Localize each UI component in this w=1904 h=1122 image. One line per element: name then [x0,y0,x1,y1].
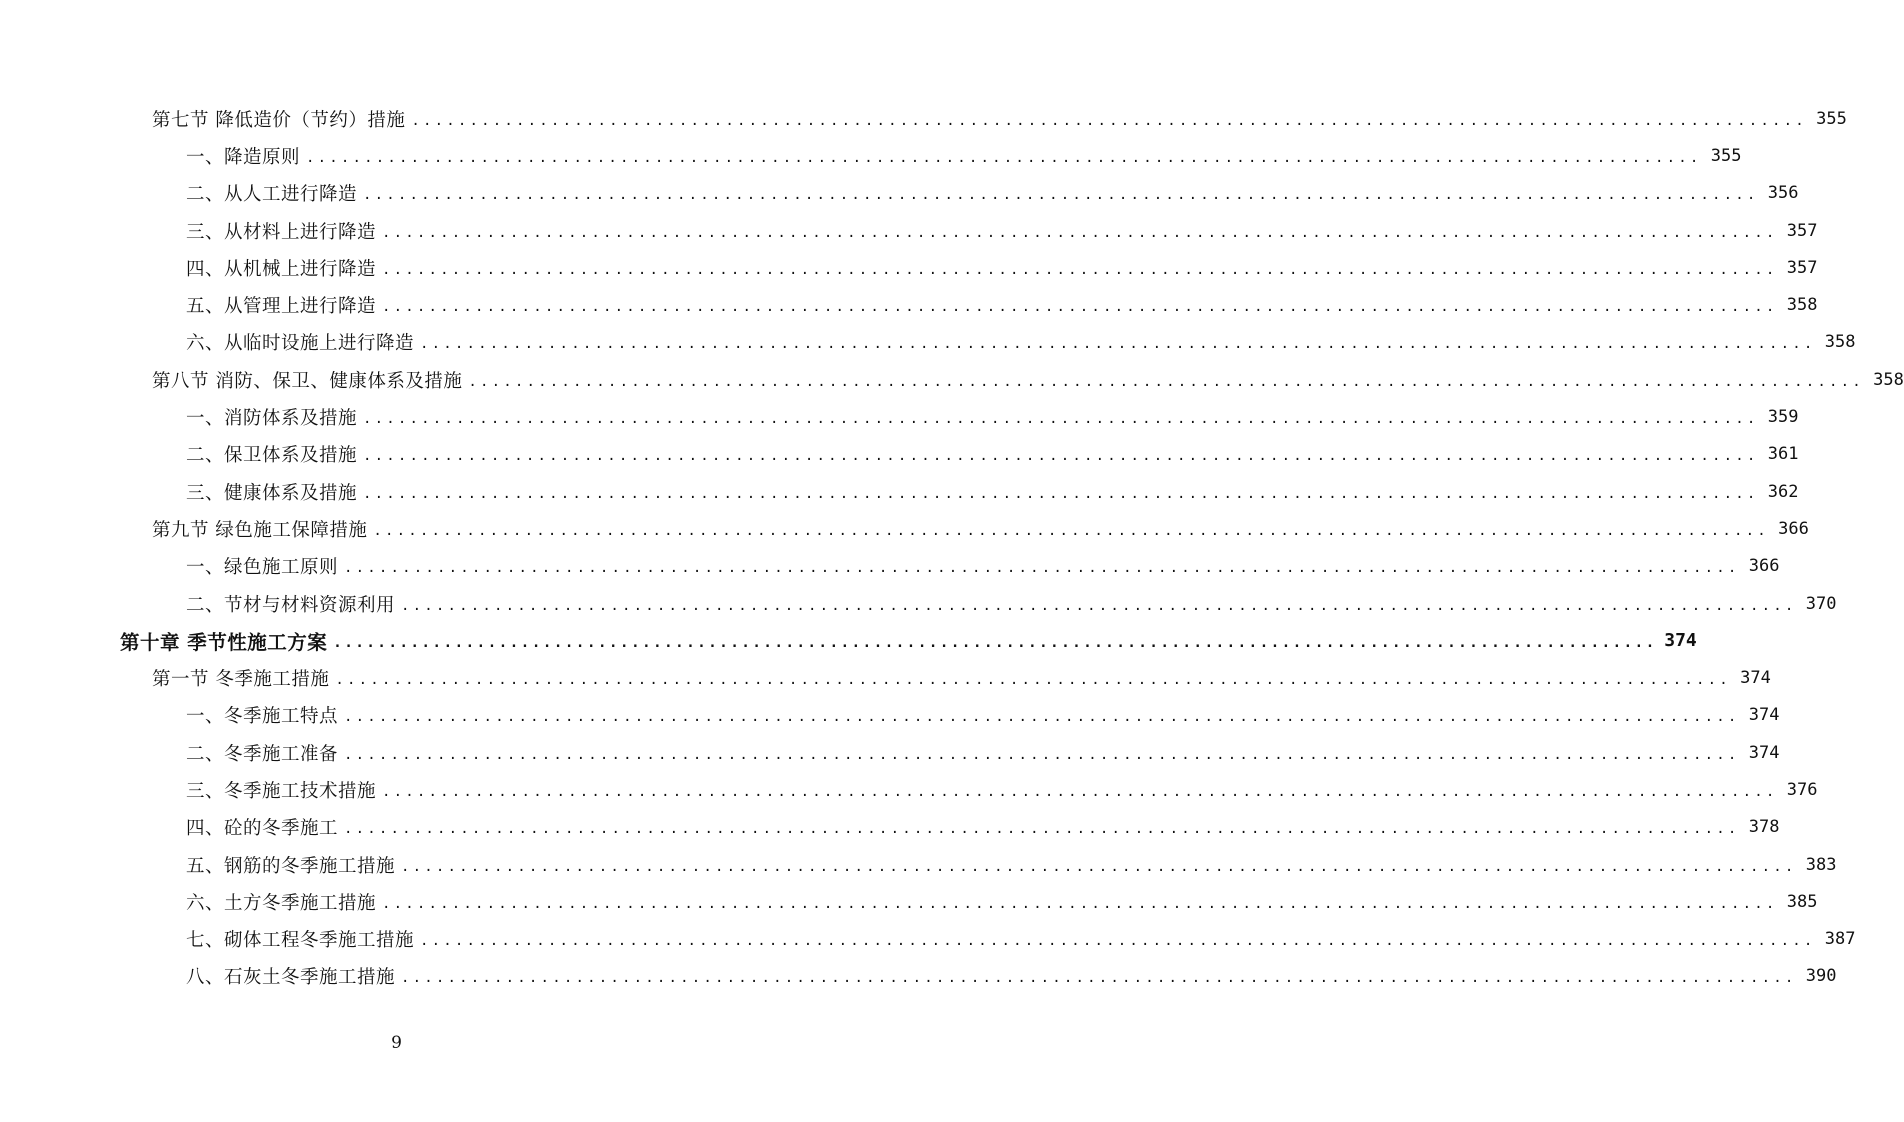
toc-dot-leader: ........................................................................................................................ [420,336,1816,353]
toc-entry-label: 四、砼的冬季施工 [186,818,339,840]
toc-entry[interactable] [0,548,1780,585]
toc-entry[interactable] [0,921,1856,958]
toc-entry-label: 二、节材与材料资源利用 [186,594,396,616]
toc-entry-page: 357 [1786,257,1818,278]
toc-entry[interactable] [0,622,1697,659]
toc-entry-label: 二、冬季施工准备 [186,743,339,765]
toc-dot-leader: ........................................................................................................................ [363,187,1759,204]
toc-entry-page: 355 [1710,145,1742,166]
toc-entry-label: 八、石灰土冬季施工措施 [186,967,396,989]
toc-entry-label: 五、从管理上进行降造 [186,296,377,318]
toc-dot-leader: ........................................................................................................................ [382,895,1778,912]
toc-entry[interactable] [0,361,1904,398]
toc-entry-label: 六、土方冬季施工措施 [186,892,377,914]
page-number: 9 [391,1033,402,1053]
toc-entry[interactable] [0,846,1837,883]
toc-entry[interactable] [0,697,1780,734]
toc-dot-leader: ........................................................................................................................ [344,560,1740,577]
toc-entry[interactable] [0,958,1837,995]
toc-entry-page: 356 [1767,183,1799,204]
toc-dot-leader: ........................................................................................................................ [411,112,1807,129]
toc-entry[interactable] [0,510,1809,547]
toc-dot-leader: ........................................................................................................................ [382,299,1778,316]
toc-entry-page: 390 [1805,966,1837,987]
toc-entry-label: 一、绿色施工原则 [186,557,339,579]
toc-entry-label: 三、冬季施工技术措施 [186,780,377,802]
toc-entry-page: 374 [1748,742,1780,763]
toc-entry-label: 一、降造原则 [186,146,301,168]
toc-entry-page: 357 [1786,220,1818,241]
toc-dot-leader: ........................................................................................................................ [344,709,1740,726]
toc-entry-label: 第七节 降低造价（节约）措施 [152,109,406,131]
toc-entry[interactable] [0,286,1818,323]
toc-entry[interactable] [0,809,1780,846]
toc-entry-page: 366 [1748,556,1780,577]
toc-entry-page: 374 [1740,668,1771,689]
toc-entry-page: 370 [1805,593,1837,614]
toc-dot-leader: ........................................................................................................................ [382,261,1778,278]
toc-entry[interactable] [0,883,1818,920]
toc-entry-label: 六、从临时设施上进行降造 [186,333,415,355]
toc-dot-leader: ........................................................................................................................ [306,149,1702,166]
toc-entry-page: 378 [1748,817,1780,838]
toc-dot-leader: ........................................................................................................................ [420,933,1816,950]
table-of-contents [0,100,1904,995]
toc-entry[interactable] [0,398,1799,435]
toc-entry-label: 三、健康体系及措施 [186,482,358,504]
toc-entry-label: 七、砌体工程冬季施工措施 [186,930,415,952]
toc-dot-leader: ........................................................................................................................ [333,634,1657,651]
toc-entry-label: 第八节 消防、保卫、健康体系及措施 [152,370,463,392]
toc-entry[interactable] [0,734,1780,771]
toc-entry-label: 二、从人工进行降造 [186,184,358,206]
toc-dot-leader: ........................................................................................................................ [382,224,1778,241]
toc-entry-page: 358 [1786,295,1818,316]
toc-entry-label: 第九节 绿色施工保障措施 [152,519,368,541]
toc-entry-page: 355 [1816,108,1847,129]
toc-entry[interactable] [0,175,1799,212]
toc-entry-page: 362 [1767,481,1799,502]
toc-entry-page: 387 [1824,929,1856,950]
toc-dot-leader: ........................................................................................................................ [401,970,1797,987]
toc-dot-leader: ........................................................................................................................ [363,448,1759,465]
toc-entry-page: 358 [1824,332,1856,353]
toc-entry[interactable] [0,771,1818,808]
toc-entry-page: 383 [1805,854,1837,875]
toc-dot-leader: ........................................................................................................................ [363,485,1759,502]
toc-dot-leader: ........................................................................................................................ [344,746,1740,763]
toc-entry-page: 376 [1786,779,1818,800]
toc-entry[interactable] [0,473,1799,510]
toc-entry-page: 366 [1778,518,1809,539]
toc-entry[interactable] [0,659,1771,696]
toc-dot-leader: ........................................................................................................................ [401,858,1797,875]
toc-entry-label: 二、保卫体系及措施 [186,445,358,467]
toc-dot-leader: ........................................................................................................................ [363,411,1759,428]
toc-entry[interactable] [0,100,1847,137]
toc-entry-label: 一、消防体系及措施 [186,408,358,430]
toc-entry-label: 四、从机械上进行降造 [186,258,377,280]
toc-entry-page: 374 [1664,630,1697,652]
toc-entry-label: 三、从材料上进行降造 [186,221,377,243]
toc-entry-page: 385 [1786,891,1818,912]
toc-entry-page: 359 [1767,407,1799,428]
toc-entry-label: 第十章 季节性施工方案 [120,630,328,654]
toc-entry[interactable] [0,436,1799,473]
toc-entry-page: 374 [1748,705,1780,726]
toc-entry-label: 一、冬季施工特点 [186,706,339,728]
toc-dot-leader: ........................................................................................................................ [335,672,1731,689]
toc-entry[interactable] [0,137,1742,174]
toc-entry[interactable] [0,324,1856,361]
toc-entry-page: 361 [1767,444,1799,465]
toc-dot-leader: ........................................................................................................................ [468,373,1864,390]
toc-entry[interactable] [0,585,1837,622]
toc-dot-leader: ........................................................................................................................ [401,597,1797,614]
toc-dot-leader: ........................................................................................................................ [373,522,1769,539]
toc-entry-page: 358 [1873,369,1904,390]
toc-dot-leader: ........................................................................................................................ [344,821,1740,838]
toc-entry[interactable] [0,212,1818,249]
toc-dot-leader: ........................................................................................................................ [382,783,1778,800]
toc-entry[interactable] [0,249,1818,286]
toc-entry-label: 五、钢筋的冬季施工措施 [186,855,396,877]
toc-entry-label: 第一节 冬季施工措施 [152,669,330,691]
